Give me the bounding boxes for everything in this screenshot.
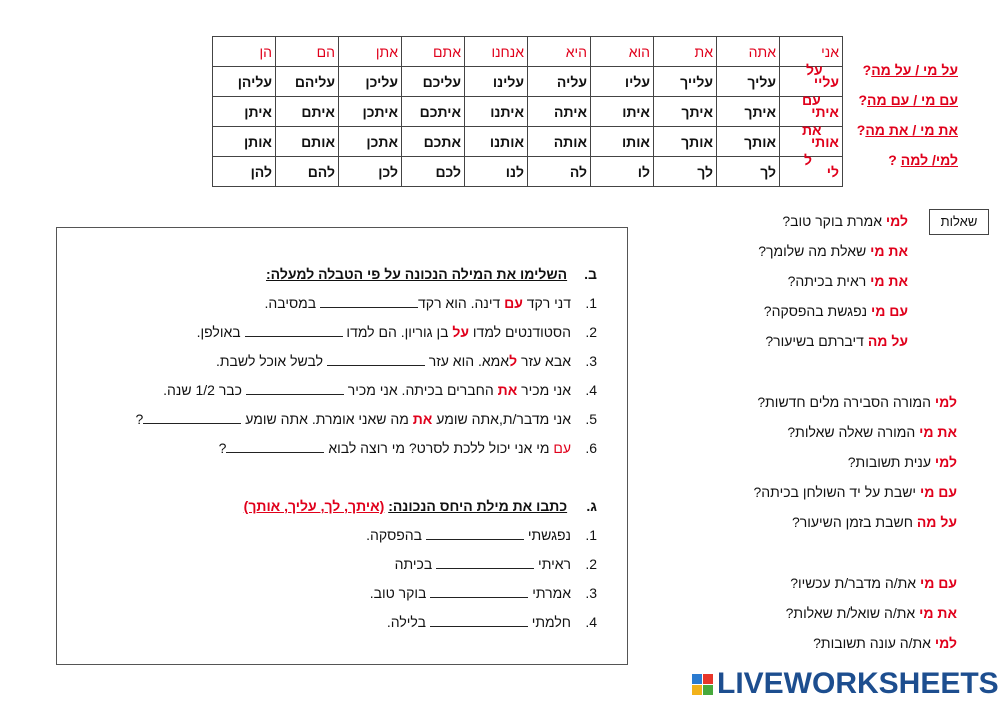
table-cell: איתי [780,97,843,127]
prep-question-row [800,122,958,142]
table-cell: לך [654,157,717,187]
item-number: 5. [585,411,597,427]
question-line [790,575,957,591]
table-cell: אתכם [402,127,465,157]
question-keyword: עם מי [870,303,908,319]
item-text: ? [135,411,144,427]
item-text: אני מכיר [517,382,571,398]
item-text: חלמתי [527,614,571,630]
exercise-box [56,227,628,665]
item-text: ראיתי [534,556,571,572]
word-options: (איתך, לך, עליך, אותך) [243,498,385,514]
item-text: אמרתי [528,585,571,601]
item-highlight: עם [504,295,523,311]
question-line [787,424,957,440]
logo-text: LIVEWORKSHEETS [717,667,999,700]
exercise-item [163,382,597,398]
table-cell: אותם [276,127,339,157]
item-text: מי אני יכול ללכת לסרט? מי רוצה לבוא [324,440,554,456]
prep-question: למי/ למה [900,152,958,168]
question-keyword: למי [934,454,957,470]
item-number: 3. [585,353,597,369]
item-text: כבר 1/2 שנה. [163,382,246,398]
pronoun-row-et [213,127,843,157]
pronoun-row-al [213,67,843,97]
question-text: המורה הסבירה מלים חדשות? [757,394,935,410]
question-text: דיברתם בשיעור? [765,333,868,349]
question-line [786,605,957,621]
item-number: 3. [585,585,597,601]
item-text: דינה. הוא רקד [418,295,505,311]
answer-blank[interactable] [143,411,241,424]
question-text: את/ה מדבר/ת עכשיו? [790,575,920,591]
item-text: אמא. הוא עזר [424,353,510,369]
table-cell: אותך [717,127,780,157]
question-line [765,333,908,349]
answer-blank[interactable] [320,295,418,308]
table-cell: לכם [402,157,465,187]
answer-blank[interactable] [327,353,425,366]
question-keyword: על מה [867,333,908,349]
prep-question-row [800,152,958,172]
exercise-item [370,585,597,601]
answer-blank[interactable] [430,585,528,598]
table-cell: לה [528,157,591,187]
pronoun-header: הוא [591,37,654,67]
item-number: 4. [585,614,597,630]
question-keyword: למי [934,394,957,410]
table-cell: עליה [528,67,591,97]
question-text: את/ה שואל/ת שאלות? [785,605,920,621]
prep-question: על מי / על מה [871,62,958,78]
table-cell: עלייך [654,67,717,97]
prep-word: ל [804,152,813,168]
exercise-item [216,353,597,369]
pronoun-header: אנחנו [465,37,528,67]
question-text: ישבת על יד השולחן בכיתה? [753,484,920,500]
prep-question-row [800,92,958,112]
question-mark: ? [856,122,866,138]
question-text: את/ה עונה תשובות? [813,635,935,651]
item-number: 4. [585,382,597,398]
exercise-b-heading [266,266,597,282]
prep-question: עם מי / עם מה [867,92,958,108]
pronoun-header: אתן [339,37,402,67]
section-title: השלימו את המילה הנכונה על פי הטבלה למעלה: [265,266,568,282]
table-cell: אותה [528,127,591,157]
exercise-item [219,440,597,456]
question-line [758,243,908,259]
question-keyword: את מי [919,605,957,621]
question-text: המורה שאלה שאלות? [787,424,920,440]
question-keyword: את מי [870,243,908,259]
pronoun-header-row [213,37,843,67]
item-highlight: את [412,411,433,427]
item-text: ? [218,440,227,456]
item-text: הסטודנטים למדו [469,324,571,340]
table-cell: לי [780,157,843,187]
section-letter: ג. [586,498,597,514]
question-keyword: למי [934,635,957,651]
question-line [788,273,908,289]
question-mark: ? [888,152,897,168]
table-cell: איתך [654,97,717,127]
exercise-item [366,527,597,543]
table-cell: עלינו [465,67,528,97]
prep-word: עם [802,92,821,108]
answer-blank[interactable] [246,382,344,395]
table-cell: להם [276,157,339,187]
question-keyword: עם מי [919,575,957,591]
answer-blank[interactable] [226,440,324,453]
logo-cubes-icon [692,674,713,695]
table-cell: איתה [528,97,591,127]
pronoun-table [212,36,843,187]
exercise-item [395,556,597,572]
question-text: אמרת בוקר טוב? [782,213,886,229]
item-text: נפגשתי [523,527,571,543]
table-cell: אתכן [339,127,402,157]
item-text: דני רקד [522,295,571,311]
prep-word: על [806,62,823,78]
section-title: כתבו את מילת היחס הנכונה: [388,498,568,514]
table-cell: להן [213,157,276,187]
table-cell: איתן [213,97,276,127]
question-line [754,484,957,500]
item-number: 6. [585,440,597,456]
pronoun-row-le [213,157,843,187]
table-cell: עליכם [402,67,465,97]
item-text: בוקר טוב. [369,585,431,601]
question-mark: ? [862,62,872,78]
question-line [813,635,957,651]
item-text: החברים בכיתה. אני מכיר [343,382,498,398]
question-keyword: את מי [870,273,908,289]
item-text: מה שאני אומרת. אתה שומע [241,411,413,427]
answer-blank[interactable] [245,324,343,337]
table-cell: עליו [591,67,654,97]
exercise-c-heading [244,498,597,514]
item-number: 2. [585,556,597,572]
item-highlight: על [452,324,470,340]
item-highlight: עם [553,440,571,456]
item-text: בלילה. [386,614,430,630]
question-text: חשבת בזמן השיעור? [792,514,917,530]
answer-blank[interactable] [426,527,524,540]
table-cell: אותו [591,127,654,157]
question-line [757,394,957,410]
question-text: שאלת מה שלומך? [758,243,871,259]
question-keyword: את מי [919,424,957,440]
pronoun-header: הם [276,37,339,67]
exercise-item [387,614,597,630]
question-line [782,213,908,229]
question-keyword: למי [885,213,908,229]
table-cell: עליהן [213,67,276,97]
table-cell: אותי [780,127,843,157]
item-text: במסיבה. [264,295,321,311]
exercise-item [264,295,597,311]
pronoun-header: אתה [717,37,780,67]
table-cell: עליכן [339,67,402,97]
question-text: ראית בכיתה? [787,273,871,289]
question-line [764,303,908,319]
exercise-item [136,411,597,427]
prep-word: את [802,122,822,138]
liveworksheets-logo[interactable] [692,668,999,700]
pronoun-header: את [654,37,717,67]
table-cell: עליי [780,67,843,97]
exercise-item [197,324,597,340]
questions-label: שאלות [929,209,989,235]
question-text: ענית תשובות? [847,454,935,470]
item-number: 1. [585,527,597,543]
prep-question: את מי / את מה [865,122,958,138]
answer-blank[interactable] [430,614,528,627]
table-cell: איתם [276,97,339,127]
item-text: אני מדבר/ת,אתה שומע [432,411,571,427]
pronoun-header: אתם [402,37,465,67]
item-text: בן גוריון. הם למדו [342,324,453,340]
item-number: 1. [585,295,597,311]
item-text: אבא עזר [517,353,571,369]
table-cell: איתכם [402,97,465,127]
prep-question-row [800,62,958,82]
table-cell: לנו [465,157,528,187]
question-keyword: על מה [916,514,957,530]
table-cell: אותנו [465,127,528,157]
table-cell: לו [591,157,654,187]
item-number: 2. [585,324,597,340]
pronoun-header: היא [528,37,591,67]
question-line [848,454,957,470]
table-cell: לך [717,157,780,187]
section-letter: ב. [584,266,597,282]
item-text: בהפסקה. [366,527,426,543]
answer-blank[interactable] [436,556,534,569]
item-text: בכיתה [394,556,437,572]
question-line [792,514,957,530]
pronoun-header: אני [780,37,843,67]
table-cell: אותן [213,127,276,157]
item-highlight: ל [509,353,518,369]
item-text: לבשל אוכל לשבת. [215,353,327,369]
table-cell: עליך [717,67,780,97]
question-mark: ? [858,92,868,108]
table-cell: איתו [591,97,654,127]
table-cell: לכן [339,157,402,187]
item-text: באולפן. [196,324,245,340]
question-keyword: עם מי [919,484,957,500]
table-cell: איתך [717,97,780,127]
pronoun-header: הן [213,37,276,67]
table-cell: איתכן [339,97,402,127]
table-cell: איתנו [465,97,528,127]
table-cell: עליהם [276,67,339,97]
pronoun-row-im [213,97,843,127]
item-highlight: את [497,382,518,398]
question-text: נפגשת בהפסקה? [763,303,871,319]
table-cell: אותך [654,127,717,157]
